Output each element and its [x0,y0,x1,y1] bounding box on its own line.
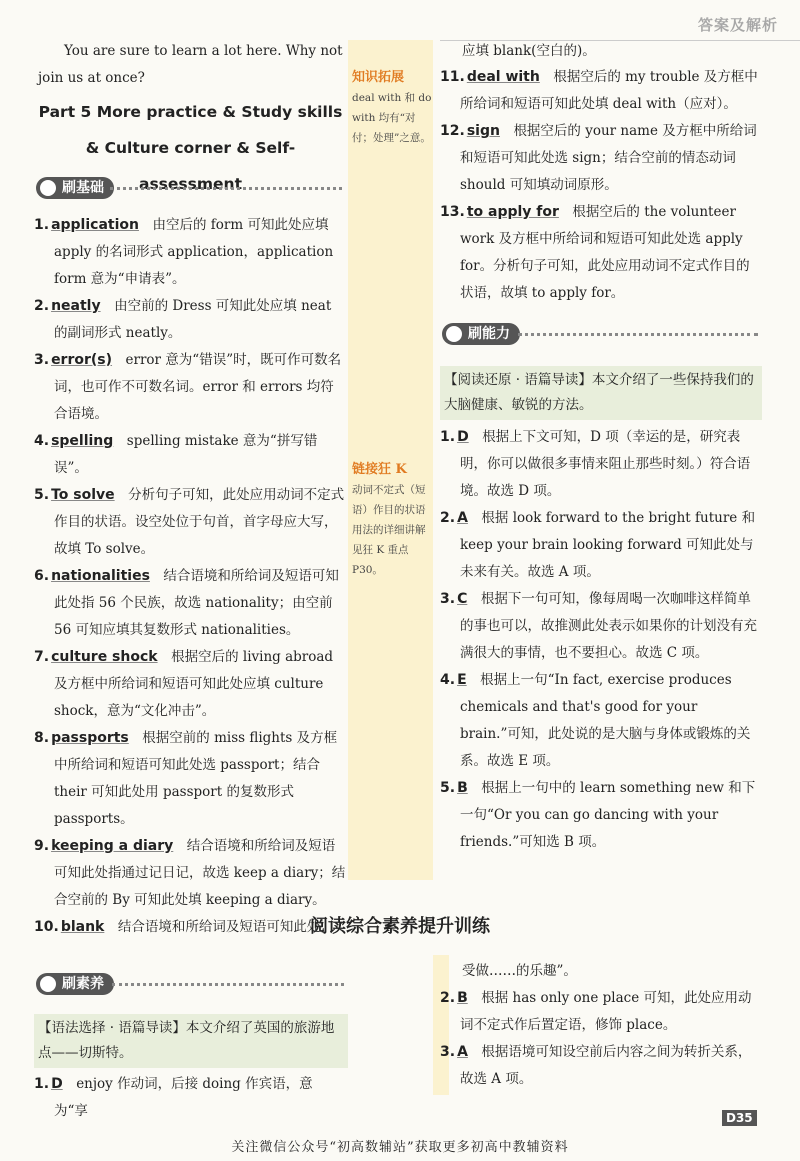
note-body: 动词不定式（短语）作目的状语用法的详细讲解见狂 K 重点 P30。 [352,484,426,576]
item-answer: C [457,591,468,607]
item-explanation: 由空前的 Dress 可知此处应填 neat 的副词形式 neatly。 [54,298,332,341]
item-number: 4. [440,672,456,688]
page-header: 答案及解析 [697,16,778,34]
item-number: 3. [440,1044,456,1060]
item-explanation: 根据空后的 my trouble 及方框中所给词和短语可知此处填 deal with（应对）。 [460,69,758,112]
section-title: 阅读综合素养提升训练 [310,916,490,937]
reading-intro-box: 【阅读还原 · 语篇导读】本文介绍了一些保持我们的大脑健康、敏锐的方法。 [440,366,762,420]
item-answer: keeping a diary [51,838,174,854]
item-answer: To solve [51,487,115,503]
item-number: 8. [34,730,50,746]
list-item [34,347,346,428]
answer-list-bottom-right [440,985,762,1093]
item-explanation: enjoy 作动词，后接 doing 作宾语，意为“享 [54,1076,313,1119]
list-item [34,428,346,482]
item-answer: blank [60,919,105,935]
list-item [440,424,762,505]
item-answer: deal with [466,69,540,85]
item-number: 9. [34,838,50,854]
answer-list-bottom-left [34,1071,346,1125]
item-number: 2. [440,510,456,526]
dotted-divider [110,187,342,190]
item-explanation: 根据空前的 miss flights 及方框中所给词和短语可知此处选 passport；结合 their 可知此处用 passport 的复数形式 passports。 [54,730,338,827]
item-answer: to apply for [466,204,559,220]
grammar-intro-box: 【语法选择 · 语篇导读】本文介绍了英国的旅游地点——切斯特。 [34,1014,348,1068]
list-item [440,505,762,586]
pen-icon [40,180,56,196]
answer-list-right [440,64,762,307]
item-number: 2. [34,298,50,314]
item-answer: D [457,429,469,445]
item-answer: error(s) [51,352,113,368]
item-explanation: 结合语境和所给词及短语可知此处 [117,919,321,935]
pen-icon [446,326,462,342]
list-item [34,644,346,725]
item-number: 11. [440,69,465,85]
list-item [440,985,762,1039]
item-number: 1. [440,429,456,445]
note-title: 知识拓展 [352,70,405,85]
list-item [34,293,346,347]
item-answer: application [51,217,139,233]
list-item [34,725,346,833]
item-explanation: 根据空后的 the volunteer work 及方框中所给词和短语可知此处选 apply for。分析句子可知，此处应用动词不定式作目的状语，故填 to apply for。 [460,204,750,301]
badge-basic: 刷基础 [36,177,114,199]
item-explanation: 结合语境和所给词及短语可知此处指通过记日记，故选 keep a diary；结合空前的 By 可知此处填 keeping a diary。 [54,838,346,908]
item-number: 5. [34,487,50,503]
list-item [440,64,762,118]
pen-icon [40,976,56,992]
item-number: 10. [34,919,59,935]
item-explanation: error 意为“错误”时，既可作可数名词，也可作不可数名词。error 和 errors 均符合语境。 [54,352,342,422]
badge-ability: 刷能力 [442,323,520,345]
item-answer: neatly [51,298,101,314]
dotted-divider [112,983,344,986]
answer-list-left [34,212,346,941]
item-number: 3. [34,352,50,368]
badge-literacy: 刷素养 [36,973,114,995]
item-number: 2. [440,990,456,1006]
right-continuation: 应填 blank(空白的)。 [462,43,596,59]
note-link [352,460,432,580]
item-explanation: 结合语境和所给词及短语可知此处指 56 个民族，故选 nationality；由空前 56 可知应填其复数形式 nationalities。 [54,568,339,638]
note-title: 链接狂 K [352,462,407,477]
list-item [34,833,346,914]
item-explanation: 根据上一句“In fact, exercise produces chemicals and that's good for your brain.”可知，此处说的是大脑与身体或锻炼的关系。故选 E 项。 [460,672,751,769]
item-explanation: spelling mistake 意为“拼写错误”。 [54,433,318,476]
dotted-divider [518,333,758,336]
item-answer: passports [51,730,129,746]
item-explanation: 根据空后的 your name 及方框中所给词和短语可知此处选 sign；结合空前的情态动词 should 可知填动词原形。 [460,123,757,193]
item-number: 1. [34,1076,50,1092]
list-item [34,212,346,293]
item-answer: B [457,990,468,1006]
item-number: 5. [440,780,456,796]
item-number: 12. [440,123,465,139]
list-item [440,586,762,667]
item-answer: E [457,672,467,688]
item-answer: nationalities [51,568,150,584]
reading-answers [440,424,762,856]
bottom-right-continuation: 受做……的乐趣”。 [462,963,577,979]
item-number: 7. [34,649,50,665]
item-answer: spelling [51,433,114,449]
item-number: 6. [34,568,50,584]
list-item [34,1071,346,1125]
item-answer: D [51,1076,63,1092]
list-item [440,118,762,199]
item-answer: A [457,1044,468,1060]
list-item [440,1039,762,1093]
list-item [440,667,762,775]
page-number: D35 [722,1110,757,1126]
footer-text: 关注微信公众号“初高数辅站”获取更多初高中教辅资料 [231,1140,569,1155]
item-explanation: 根据语境可知设空前后内容之间为转折关系，故选 A 项。 [460,1044,752,1087]
part-title: Part 5 More practice & Study skills & Culture corner & Self-assessment [38,103,343,193]
item-answer: culture shock [51,649,158,665]
item-explanation: 由空后的 form 可知此处应填 apply 的名词形式 application，application form 意为“申请表”。 [54,217,334,287]
item-explanation: 根据下一句可知，像每周喝一次咖啡这样简单的事也可以，故推测此处表示如果你的计划没有充满很大的事情，也不要担心。故选 C 项。 [460,591,757,661]
note-knowledge [352,68,432,148]
item-explanation: 分析句子可知，此处应用动词不定式作目的状语。设空处位于句首，首字母应大写，故填 To solve。 [54,487,345,557]
intro-text: You are sure to learn a lot here. Why not join us at once? [38,43,343,86]
item-explanation: 根据 look forward to the bright future 和 keep your brain looking forward 可知此处与未来有关。故选 A 项。 [460,510,756,580]
item-explanation: 根据 has only one place 可知，此处应用动词不定式作后置定语，修饰 place。 [460,990,752,1033]
list-item [34,563,346,644]
item-explanation: 根据上一句中的 learn something new 和下一句“Or you can go dancing with your friends.”可知选 B 项。 [460,780,756,850]
list-item [440,775,762,856]
note-body: deal with 和 do with 均有“对付；处理”之意。 [352,92,432,144]
item-number: 3. [440,591,456,607]
item-explanation: 根据上下文可知，D 项（幸运的是，研究表明，你可以做很多事情来阻止那些时刻。）符合语境。故选 D 项。 [460,429,751,499]
item-number: 1. [34,217,50,233]
list-item [34,482,346,563]
item-number: 4. [34,433,50,449]
item-explanation: 根据空后的 living abroad 及方框中所给词和短语可知此处应填 culture shock，意为“文化冲击”。 [54,649,334,719]
item-number: 13. [440,204,465,220]
list-item [440,199,762,307]
item-answer: A [457,510,468,526]
item-answer: sign [466,123,500,139]
item-answer: B [457,780,468,796]
